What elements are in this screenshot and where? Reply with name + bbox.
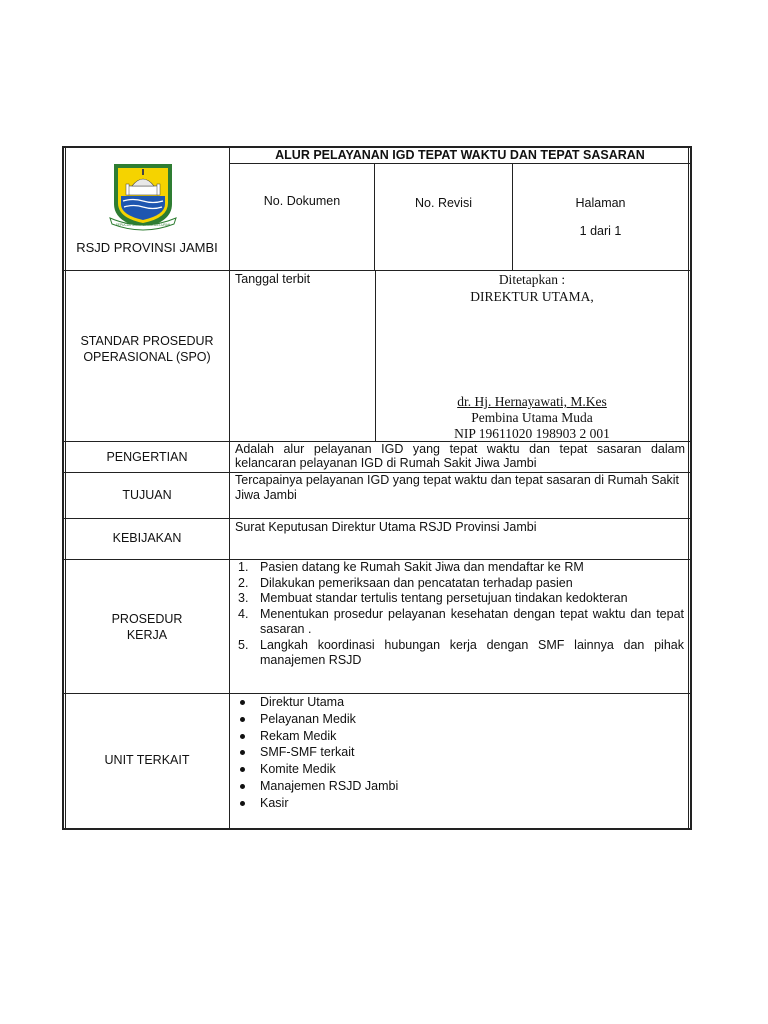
jambi-province-logo [108, 160, 178, 232]
document-title: ALUR PELAYANAN IGD TEPAT WAKTU DAN TEPAT SASARAN [275, 148, 645, 162]
list-item: 2. Dilakukan pemeriksaan dan pencatatan terhadap pasien [238, 575, 573, 590]
pengertian-label: PENGERTIAN [106, 450, 188, 464]
list-item: Direktur Utama [232, 694, 684, 711]
revision-number-label: No. Revisi [415, 196, 472, 210]
signer-name: dr. Hj. Hernayawati, M.Kes [457, 394, 607, 409]
position-title: DIREKTUR UTAMA, [470, 289, 594, 304]
svg-text:SEPUCUK JAMBI SEMBILAN LURAH: SEPUCUK JAMBI SEMBILAN LURAH [115, 223, 171, 227]
page-value: 1 dari 1 [579, 224, 622, 238]
tujuan-label: TUJUAN [122, 488, 172, 502]
list-item: 4. Menentukan prosedur pelayanan kesehatan dengan tepat waktu dan tepat sasaran . [238, 606, 684, 636]
list-item: 1. Pasien datang ke Rumah Sakit Jiwa dan mendaftar ke RM [238, 560, 584, 574]
hospital-name: RSJD PROVINSI JAMBI [76, 240, 218, 255]
list-item: Manajemen RSJD Jambi [232, 778, 684, 795]
list-item: SMF-SMF terkait [232, 744, 684, 761]
unit-terkait-label: UNIT TERKAIT [104, 753, 190, 767]
list-item: Pelayanan Medik [232, 711, 684, 728]
document-number-label: No. Dokumen [263, 194, 341, 208]
kebijakan-label: KEBIJAKAN [112, 531, 182, 545]
signer-nip: NIP 19611020 198903 2 001 [454, 426, 610, 441]
list-item: Komite Medik [232, 761, 684, 778]
pengertian-text: Adalah alur pelayanan IGD yang tepat waktu dan tepat sasaran dalam kelancaran pelayanan IGD di Rumah Sakit Jiwa Jambi [235, 442, 685, 470]
prosedur-list [232, 560, 684, 669]
prosedur-label: PROSEDUR KERJA [111, 612, 183, 642]
signer-rank: Pembina Utama Muda [471, 410, 593, 425]
spo-document [62, 146, 692, 830]
list-item: 5. Langkah koordinasi hubungan kerja dengan SMF lainnya dan pihak manajemen RSJD [238, 637, 684, 667]
unit-list [232, 694, 684, 812]
issue-date-label: Tanggal terbit [235, 272, 311, 286]
list-item: Rekam Medik [232, 728, 684, 745]
list-item: 3. Membuat standar tertulis tentang persetujuan tindakan kedokteran [238, 591, 628, 605]
list-item: Kasir [232, 795, 684, 812]
spo-label: STANDAR PROSEDUR OPERASIONAL (SPO) [80, 334, 214, 364]
page-label: Halaman [575, 196, 626, 210]
established-label: Ditetapkan : [498, 272, 566, 287]
tujuan-text: Tercapainya pelayanan IGD yang tepat waktu dan tepat sasaran di Rumah Sakit Jiwa Jambi [235, 473, 680, 502]
kebijakan-text: Surat Keputusan Direktur Utama RSJD Provinsi Jambi [235, 520, 537, 534]
